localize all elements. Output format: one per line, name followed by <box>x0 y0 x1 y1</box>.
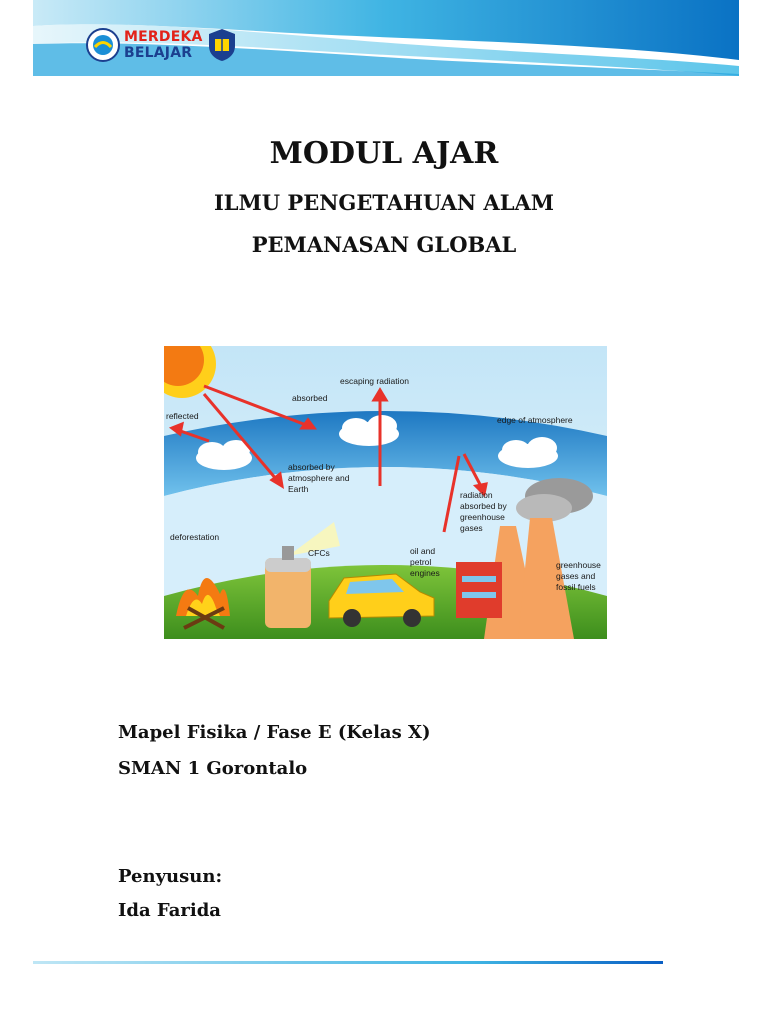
label-radiation-3: greenhouse <box>460 512 505 522</box>
topic-title: PEMANASAN GLOBAL <box>251 232 517 257</box>
author-name: Ida Farida <box>118 900 221 921</box>
label-radiation-2: absorbed by <box>460 501 507 511</box>
label-edge: edge of atmosphere <box>497 415 573 425</box>
label-greenhouse-3: fossil fuels <box>556 582 596 592</box>
document-title: MODUL AJAR <box>269 136 499 171</box>
author-label: Penyusun: <box>118 866 223 887</box>
label-escaping: escaping radiation <box>340 376 409 386</box>
label-absorbed-by-1: absorbed by <box>288 462 335 472</box>
label-deforestation: deforestation <box>170 532 220 542</box>
label-oil-2: petrol <box>410 557 432 567</box>
logo-line-2: BELAJAR <box>124 45 193 61</box>
label-radiation-4: gases <box>460 523 483 533</box>
label-greenhouse-1: greenhouse <box>556 560 601 570</box>
label-absorbed-by-2: atmosphere and <box>288 473 350 483</box>
greenhouse-effect-illustration <box>164 346 607 639</box>
merdeka-belajar-logo <box>86 26 237 64</box>
label-absorbed-by-3: Earth <box>288 484 309 494</box>
label-oil-3: engines <box>410 568 440 578</box>
label-cfcs: CFCs <box>308 548 330 558</box>
book-shield-icon <box>207 28 237 62</box>
school-name: SMAN 1 Gorontalo <box>118 758 308 779</box>
label-greenhouse-2: gases and <box>556 571 596 581</box>
label-reflected: reflected <box>166 411 199 421</box>
footer-divider <box>33 960 663 966</box>
subject-title: ILMU PENGETAHUAN ALAM <box>213 190 555 215</box>
logo-line-1: MERDEKA <box>124 29 203 45</box>
label-oil-1: oil and <box>410 546 436 556</box>
emblem-icon <box>86 28 120 62</box>
subject-phase-line: Mapel Fisika / Fase E (Kelas X) <box>118 722 431 743</box>
label-absorbed: absorbed <box>292 393 328 403</box>
label-radiation-1: radiation <box>460 490 493 500</box>
